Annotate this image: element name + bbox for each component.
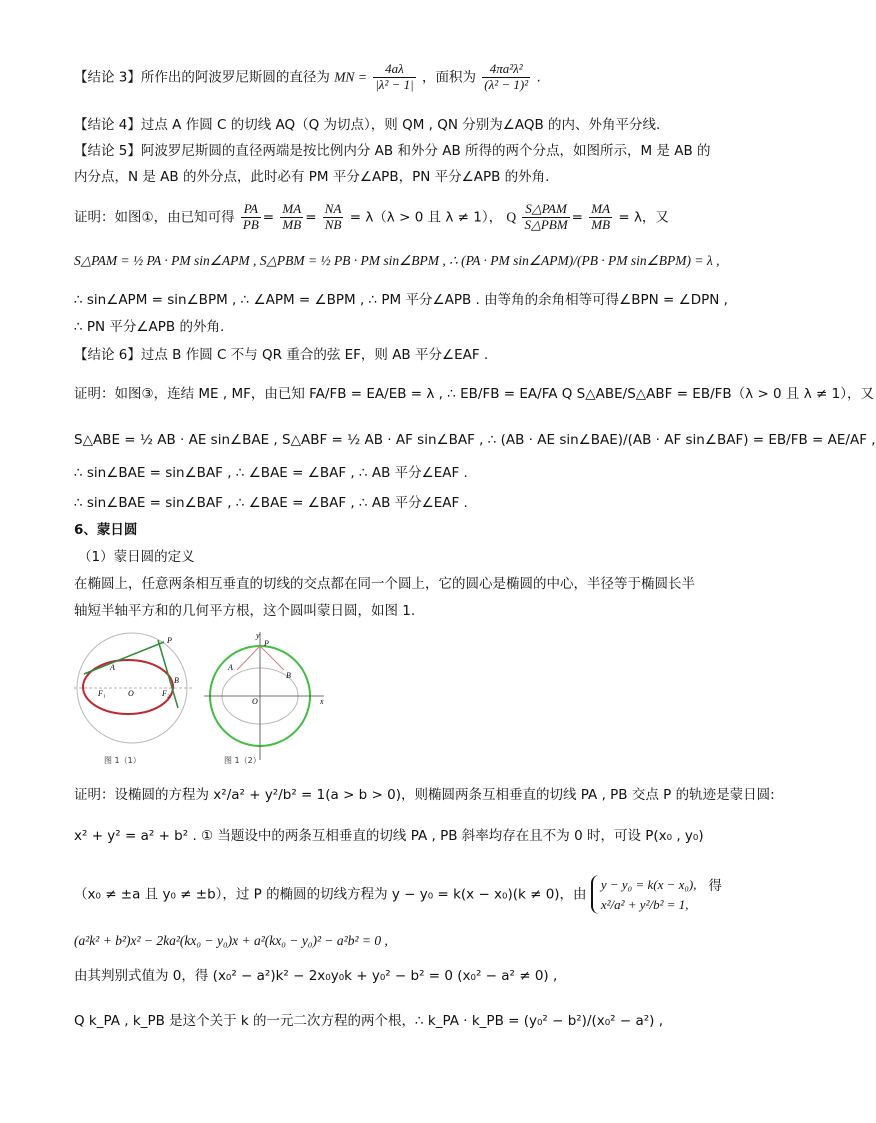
monge-quadratic-line: (a²k² + b²)x² − 2ka²(kx₀ − y₀)x + a²(kx₀ − y₀)² − a²b² = 0 , <box>74 933 388 948</box>
conclusion-3-line: 【结论 3】所作出的阿波罗尼斯圆的直径为 MN = $\frac{4a\lambda}{\text{|λ² − 1|}}$ ，面积为 $\frac{\text{4πa²λ²}}{\text{(λ² − 1)²}}$ . <box>74 61 541 92</box>
monge-figure-svg <box>74 630 354 765</box>
label-B-left: B <box>174 676 179 685</box>
monge-proof-line-3: （x₀ ≠ ±a 且 y₀ ≠ ±b），过 P 的椭圆的切线方程为 y − y₀ = k(x − x₀)(k ≠ 0)，由 y − y₀ = k(x − x₀), x²/a² + y²/b² = 1, 得 <box>74 875 722 914</box>
conclusion-4-line: 【结论 4】过点 A 作圆 C 的切线 AQ（Q 为切点），则 QM , QN 分别为∠AQB 的内、外角平分线. <box>74 117 661 133</box>
proof-1-area-line: S△PAM = ½ PA · PM sin∠APM , S△PBM = ½ PB · PM sin∠BPM , ∴ (PA · PM sin∠APM)/(PB · PM sin∠BPM) = λ , <box>74 253 720 268</box>
label-B-right: B <box>286 671 291 680</box>
label-y: y <box>256 631 260 640</box>
label-A-left: A <box>110 663 115 672</box>
label-O-left: O <box>128 689 134 698</box>
proof-2-angle-line-2: ∴ sin∠BAE = sin∠BAF , ∴ ∠BAE = ∠BAF , ∴ AB 平分∠EAF . <box>74 495 468 511</box>
proof-1-conclusion: ∴ PN 平分∠APB 的外角. <box>74 319 225 335</box>
monge-definition-line-2: 轴短半轴平方和的几何平方根，这个圆叫蒙日圆，如图 1. <box>74 603 416 619</box>
conclusion-5-line: 【结论 5】阿波罗尼斯圆的直径两端是按比例内分 AB 和外分 AB 所得的两个分点，如图所示，M 是 AB 的 <box>74 143 711 159</box>
proof-2-area-line: S△ABE = ½ AB · AE sin∠BAE , S△ABF = ½ AB · AF sin∠BAF , ∴ (AB · AE sin∠BAE)/(AB · AF sin∠BAF) = EB/FB = AE/AF , <box>74 432 876 448</box>
proof-1-angle-line: ∴ sin∠APM = sin∠BPM , ∴ ∠APM = ∠BPM , ∴ PM 平分∠APB . 由等角的余角相等可得∠BPN = ∠DPN , <box>74 292 728 308</box>
section-6-heading: 6、蒙日圆 <box>74 522 138 538</box>
monge-proof-line-2: x² + y² = a² + b² . ① 当题设中的两条互相垂直的切线 PA , PB 斜率均存在且不为 0 时，可设 P(x₀ , y₀) <box>74 828 704 844</box>
section-6-1-heading: （1）蒙日圆的定义 <box>78 549 195 565</box>
proof-2-angle-line: ∴ sin∠BAE = sin∠BAF , ∴ ∠BAE = ∠BAF , ∴ AB 平分∠EAF . <box>74 465 468 481</box>
label-x: x <box>320 697 324 706</box>
proof-1-line: 证明：如图①，由已知可得 $\frac{PA}{PB}$ = $\frac{MA}{MB}$ = $\frac{NA}{NB}$ = λ（λ > 0 且 λ ≠ 1）， Q $\frac{\text{S△PAM}}{\text{S△PBM}}$ = $\frac{MA}{MB}$ = λ，又 <box>74 201 669 232</box>
monge-discriminant-line: 由其判别式值为 0，得 (x₀² − a²)k² − 2x₀y₀k + y₀² − b² = 0 (x₀² − a² ≠ 0) , <box>74 968 558 984</box>
label-P-right: P <box>264 639 269 648</box>
label-A-right: A <box>228 663 233 672</box>
monge-roots-line: Q k_PA , k_PB 是这个关于 k 的一元二次方程的两个根，∴ k_PA · k_PB = (y₀² − b²)/(x₀² − a²) , <box>74 1013 664 1029</box>
monge-proof-line-1: 证明：设椭圆的方程为 x²/a² + y²/b² = 1(a > b > 0)，则椭圆两条互相垂直的切线 PA , PB 交点 P 的轨迹是蒙日圆: <box>74 787 775 803</box>
caption-right: 图 1（2） <box>224 756 261 765</box>
left-ellipse <box>83 660 173 714</box>
caption-left: 图 1（1） <box>104 756 141 765</box>
diameter-fraction: $\frac{4a\lambda}{\text{|λ² − 1|}}$ <box>375 61 414 92</box>
area-fraction: $\frac{\text{4πa²λ²}}{\text{(λ² − 1)²}}$ <box>484 61 529 92</box>
conclusion-5-line-2: 内分点，N 是 AB 的外分点，此时必有 PM 平分∠APB，PN 平分∠APB 的外角. <box>74 169 550 185</box>
label-O-right: O <box>252 697 258 706</box>
label-F1: F₁ <box>98 689 106 698</box>
label-P-left: P <box>167 636 172 645</box>
equation-system: y − y₀ = k(x − x₀), x²/a² + y²/b² = 1, <box>591 875 697 914</box>
monge-definition-line: 在椭圆上，任意两条相互垂直的切线的交点都在同一个圆上，它的圆心是椭圆的中心，半径等于椭圆长半 <box>74 576 695 592</box>
proof-2-line: 证明：如图③，连结 ME , MF，由已知 FA/FB = EA/EB = λ , ∴ EB/FB = EA/FA Q S△ABE/S△ABF = EB/FB（λ > 0 且 λ ≠ 1），又 <box>74 386 874 402</box>
conclusion-6-line: 【结论 6】过点 B 作圆 C 不与 QR 重合的弦 EF，则 AB 平分∠EAF . <box>74 347 489 363</box>
label-F2: F₂ <box>162 689 170 698</box>
monge-figure <box>74 630 354 765</box>
